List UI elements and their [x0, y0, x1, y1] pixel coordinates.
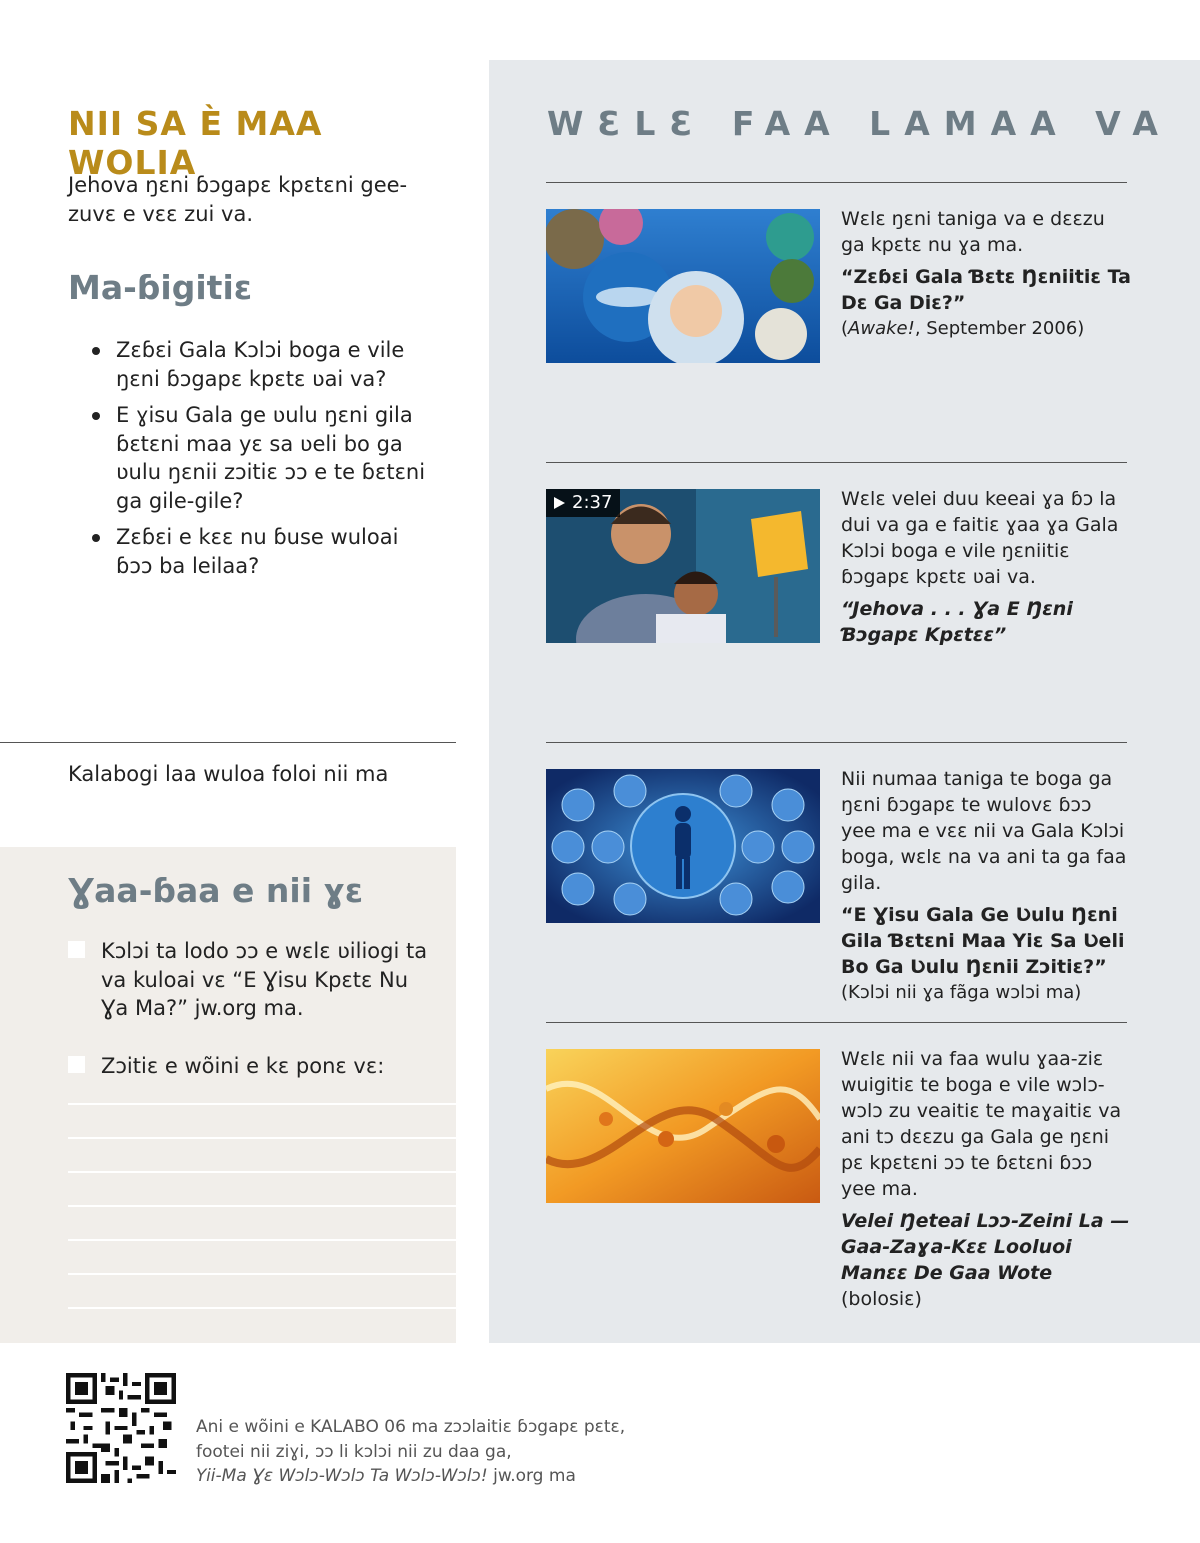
review-question	[90, 336, 440, 393]
section-divider	[546, 1022, 1127, 1023]
play-icon	[554, 497, 565, 509]
explore-entry-4	[841, 1046, 1131, 1312]
review-heading: Ma-ɓigitiɛ	[68, 268, 253, 307]
dna-strand-illustration	[546, 1049, 820, 1203]
write-line[interactable]	[68, 1103, 456, 1105]
bullet-icon	[92, 347, 100, 355]
bullet-icon	[92, 534, 100, 542]
write-line[interactable]	[68, 1239, 456, 1241]
goal-heading: Ɣaa-ɓaa e nii ɣɛ	[68, 871, 364, 910]
brochure-image-dna[interactable]	[546, 1049, 820, 1203]
explore-panel	[489, 60, 1200, 1343]
write-line[interactable]	[68, 1171, 456, 1173]
section-divider	[546, 462, 1127, 463]
personal-note-prompt: Kalabogi laa wuloa foloi nii ma	[68, 762, 389, 786]
creation-collage-illustration	[546, 209, 820, 363]
video-thumbnail[interactable]	[546, 489, 820, 643]
entry-description: Nii numaa taniga te boga ga ŋɛni ɓɔgapɛ te wulovɛ ɓɔɔ yee ma e vɛɛ nii va Gala Kɔlɔi boga, wɛlɛ na va ani ta ga faa gila.	[841, 768, 1127, 894]
summary-text: Jehova ŋɛni ɓɔgapɛ kpɛtɛni gee-zuvɛ e vɛɛ zui va.	[68, 173, 408, 226]
entry-description: Wɛlɛ nii va faa wulu ɣaa-ziɛ wuigitiɛ te boga e vile wɔlɔ-wɔlɔ zu veaitiɛ te maɣaitiɛ va ani tɔ dɛɛzu ga Gala ge ŋɛni pɛ kpɛtɛni ɔɔ te ɓɛtɛni ɓɔɔ yee ma.	[841, 1048, 1122, 1200]
human-and-animals-illustration	[546, 769, 820, 923]
review-question-text: Zɛɓɛi Gala Kɔlɔi boga e vile ŋɛni ɓɔgapɛ kpɛtɛ ʋai va?	[116, 338, 405, 391]
article-title-link[interactable]: “Zɛɓɛi Gala Ɓɛtɛ Ŋɛniitiɛ Ta Dɛ Ga Diɛ?”	[841, 266, 1131, 314]
goal-item	[68, 937, 438, 1023]
footer-website[interactable]: jw.org ma	[487, 1466, 576, 1486]
article-image-human-animals[interactable]	[546, 769, 820, 923]
brochure-title-link[interactable]: Velei Ŋeteai Lɔɔ-Zeini La —Gaa-Zaɣa-Kɛɛ Looluoi Manɛɛ De Gaa Wote	[841, 1210, 1130, 1284]
explore-heading: WƐLƐ FAA LAMAA VA	[547, 104, 1172, 143]
goal-checkbox-2[interactable]	[68, 1056, 85, 1073]
article-source: (Kɔlɔi nii ɣa fãga wɔlɔi ma)	[841, 982, 1082, 1003]
footer-line	[196, 1464, 716, 1489]
section-divider	[0, 742, 456, 743]
section-divider	[546, 742, 1127, 743]
goal-panel	[0, 847, 456, 1343]
explore-entry-2	[841, 486, 1131, 648]
explore-entry-1	[841, 206, 1131, 342]
goal-checkbox-1[interactable]	[68, 941, 85, 958]
brochure-note: (bolosiɛ)	[841, 1288, 922, 1310]
footer-line: footei nii ziɣi, ɔɔ li kɔlɔi nii zu daa ga,	[196, 1441, 512, 1462]
left-column	[0, 0, 456, 1343]
brochure-reference	[841, 1208, 1131, 1312]
book-title: Yii-Ma Ɣɛ Wɔlɔ-Wɔlɔ Ta Wɔlɔ-Wɔlɔ!	[196, 1466, 488, 1486]
entry-description: Wɛlɛ ŋɛni taniga va e dɛɛzu ga kpɛtɛ nu ɣa ma.	[841, 208, 1105, 256]
review-question-list	[90, 336, 440, 588]
goal-item	[68, 1052, 438, 1081]
goal-item-text: Kɔlɔi ta lodo ɔɔ e wɛlɛ ʋiliogi ta va kuloai vɛ “E Ɣisu Kpɛtɛ Nu Ɣa Ma?” jw.org ma.	[101, 939, 428, 1020]
review-question	[90, 523, 440, 580]
explore-entry-3	[841, 766, 1131, 1006]
summary-heading: NII SA È MAA WOLIA	[68, 104, 323, 182]
write-line[interactable]	[68, 1205, 456, 1207]
article-image-creation[interactable]	[546, 209, 820, 363]
review-question	[90, 401, 440, 515]
footer-reference	[196, 1415, 716, 1489]
video-title-link[interactable]: “Jehova . . . Ɣa E Ŋɛni Ɓɔgapɛ Kpɛtɛɛ”	[841, 598, 1073, 646]
write-line[interactable]	[68, 1273, 456, 1275]
qr-code-icon[interactable]	[66, 1373, 176, 1483]
section-divider	[546, 182, 1127, 183]
goal-item-text: Zɔitiɛ e wõini e kɛ ponɛ vɛ:	[101, 1054, 385, 1078]
bullet-icon	[92, 412, 100, 420]
video-duration: 2:37	[572, 492, 613, 513]
entry-description: Wɛlɛ velei duu keeai ɣa ɓɔ la dui va ga e faitiɛ ɣaa ɣa Gala Kɔlɔi boga e vile ŋɛniitiɛ ɓɔgapɛ kpɛtɛ ʋai va.	[841, 488, 1119, 588]
video-duration-badge	[546, 489, 620, 517]
write-line[interactable]	[68, 1307, 456, 1309]
footer-line: Ani e wõini e KALABO 06 ma zɔɔlaitiɛ ɓɔgapɛ pɛtɛ,	[196, 1417, 626, 1437]
write-line[interactable]	[68, 1137, 456, 1139]
article-title-link[interactable]: “E Ɣisu Gala Ge Ʋulu Ŋɛni Gila Ɓɛtɛni Maa Yiɛ Sa Ʋeli Bo Ga Ʋulu Ŋɛnii Zɔitiɛ?”	[841, 904, 1125, 978]
review-question-text: Zɛɓɛi e kɛɛ nu ɓuse wuloai ɓɔɔ ba leilaa?	[116, 525, 399, 578]
review-question-text: E ɣisu Gala ge ʋulu ŋɛni gila ɓɛtɛni maa yɛ sa ʋeli bo ga ʋulu ŋɛnii zɔitiɛ ɔɔ e te ɓɛtɛni ga gile-gile?	[116, 403, 426, 513]
article-source: (Awake!, September 2006)	[841, 318, 1085, 339]
